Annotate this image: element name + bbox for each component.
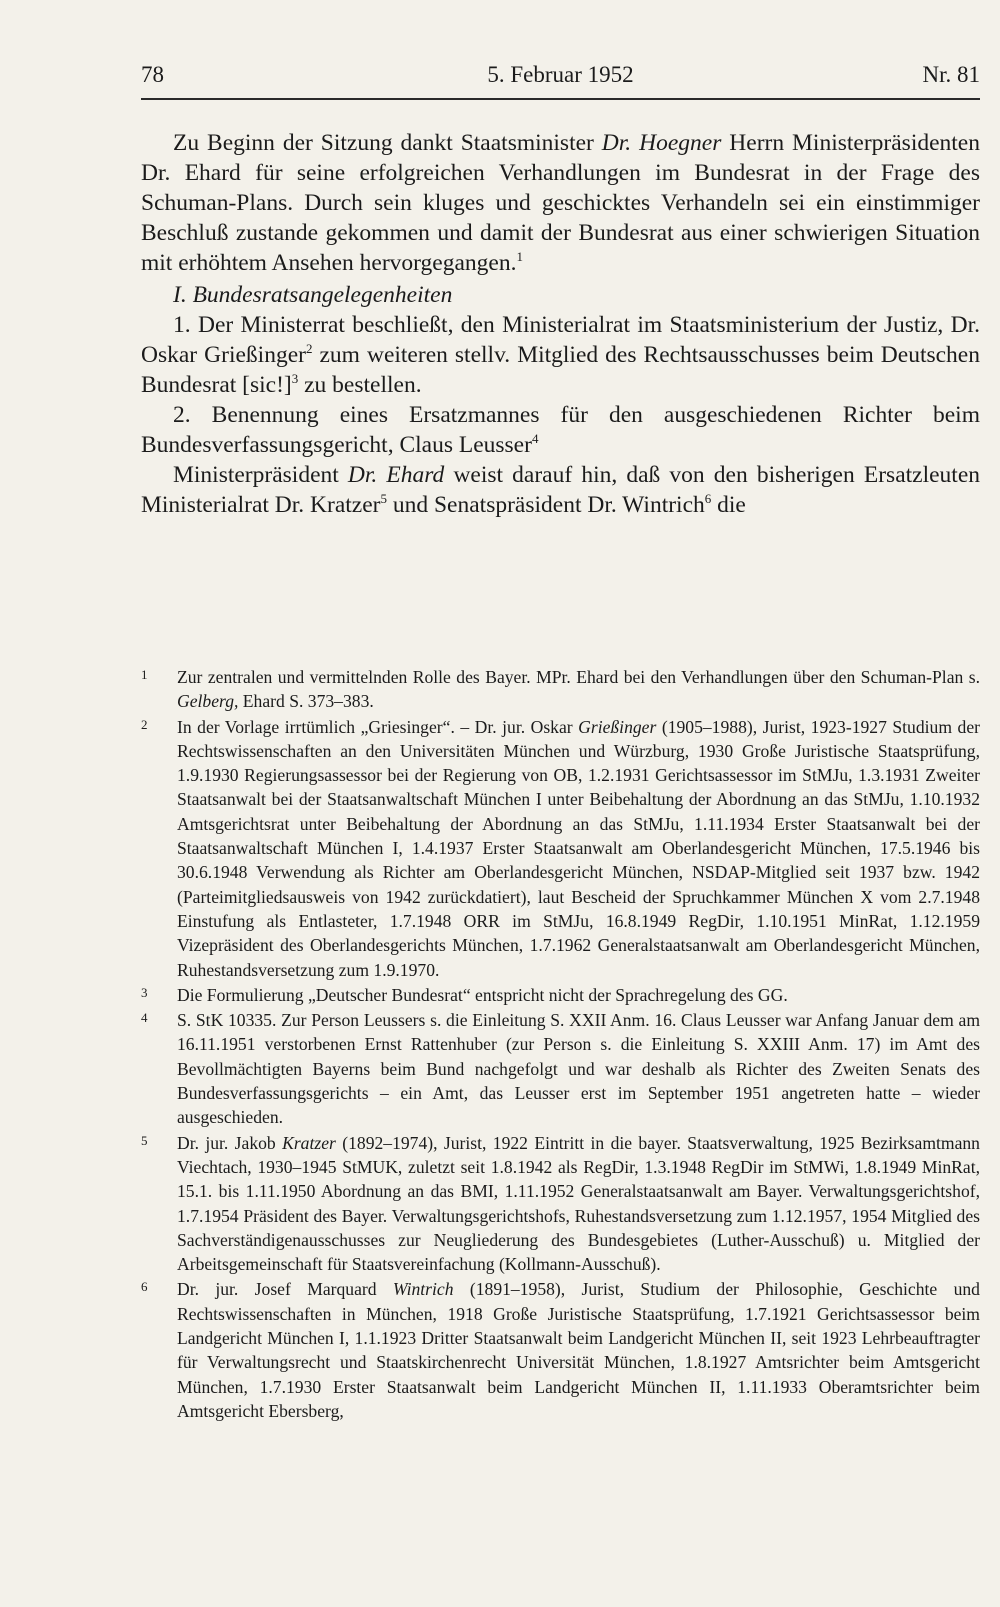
running-header: [141, 62, 980, 98]
footnote-ref[interactable]: 6: [704, 491, 712, 507]
footnote-ref[interactable]: 2: [305, 341, 313, 357]
header-rule: [141, 98, 980, 100]
header-date: 5. Februar 1952: [487, 62, 634, 87]
footnote-ref[interactable]: 3: [291, 371, 299, 387]
footnote-number: 3: [141, 984, 148, 1000]
footnote-ref[interactable]: 1: [516, 249, 523, 265]
agenda-item-2: 2. Benennung eines Ersatzmannes für den ausgeschiedenen Richter beim Bundesverfassungsgericht, Claus Leusser$^4$: [141, 402, 980, 458]
main-text: [141, 128, 980, 520]
section-heading: I. Bundesratsangelegenheiten: [173, 282, 453, 308]
footnote-number: 6: [141, 1279, 148, 1295]
agenda-item-1: 1. Der Ministerrat beschließt, den Ministerialrat im Staatsministerium der Justiz, Dr. Oskar Grießinger$^2$ zum weiteren stellv. Mitglied des Rechtsausschusses beim Deutschen Bundesrat $[sic!]^3$ zu bestellen.: [141, 312, 980, 398]
footnote: 4 S. StK 10335. Zur Person Leussers s. die Einleitung S. XXII Anm. 16. Claus Leusser war Anfang Januar dem am 16.11.1951 verstorbenen Ernst Rattenhuber (zur Person s. die Einleitung S. XXIII Anm. 17) im Amt des Bevollmächtigten Bayerns beim Bund nachgefolgt und war deshalb als Richter des Zweiten Senats des Bundesverfassungsgerichts – ein Amt, das Leusser erst im September 1951 angetreten hatte – wieder ausgeschieden.: [141, 1008, 980, 1129]
footnote-ref[interactable]: 5: [380, 491, 387, 507]
footnote-ref[interactable]: 4: [531, 431, 539, 447]
protocol-number: Nr. 81: [922, 62, 980, 87]
footnote: 1 Zur zentralen und vermittelnden Rolle des Bayer. MPr. Ehard bei den Verhandlungen über den Schuman-Plan s. Gelberg, Ehard S. 373–383.: [141, 665, 980, 714]
footnote-number: 5: [141, 1132, 148, 1148]
footnote: 5 Dr. jur. Jakob Kratzer (1892–1974), Jurist, 1922 Eintritt in die bayer. Staatsverwaltung, 1925 Bezirksamtmann Viechtach, 1930–1945 StMUK, zuletzt seit 1.8.1942 als RegDir, 1.3.1948 RegDir im StMWi, 1.8.1949 MinRat, 15.1. bis 1.11.1950 Abordnung an das BMI, 1.11.1952 Generalstaatsanwalt am Bayer. Verwaltungsgerichtshof, 1.7.1954 Präsident des Bayer. Verwaltungsgerichtshofs, Ruhestandsversetzung zum 1.12.1957, 1954 Mitglied des Sachverständigenausschusses zur Neugliederung des Bundesgebietes (Luther-Ausschuß) u. Mitglied der Arbeitsgemeinschaft für Staatsvereinfachung (Kollmann-Ausschuß).: [141, 1131, 980, 1277]
footnote-number: 2: [141, 716, 148, 732]
footnote-number: 1: [141, 667, 148, 682]
footnote: 3 Die Formulierung „Deutscher Bundesrat“ entspricht nicht der Sprachregelung des GG.: [141, 983, 980, 1007]
footnote-number: 4: [141, 1010, 148, 1026]
intro-paragraph: Zu Beginn der Sitzung dankt Staatsminister Dr. Hoegner Herrn Ministerpräsidenten Dr. Ehard für seine erfolgreichen Verhandlungen im Bundesrat in der Frage des Schuman-Plans. Durch sein kluges und geschicktes Verhandeln sei ein einstimmiger Beschluß zustande gekommen und damit der Bundesrat aus einer schwierigen Situation mit erhöhtem Ansehen hervorgegangen.$^1$: [141, 130, 980, 276]
agenda-item-2-text: Ministerpräsident Dr. Ehard weist darauf hin, daß von den bisherigen Ersatzleuten Ministerialrat Dr. Kratzer$^5$ und Senatspräsident Dr. Wintrich$^6$ die: [141, 462, 981, 518]
page-number: 78: [141, 62, 164, 87]
footnote: 2 In der Vorlage irrtümlich „Griesinger“. – Dr. jur. Oskar Grießinger (1905–1988), Jurist, 1923-1927 Studium der Rechtswissenschaften an den Universitäten München und Würzburg, 1930 Große Juristische Staatsprüfung, 1.9.1930 Regierungsassessor bei der Regierung von OB, 1.2.1931 Gerichtsassessor im StMJu, 1.3.1931 Zweiter Staatsanwalt bei der Staatsanwaltschaft München I unter Beibehaltung der Abordnung an das StMJu, 1.10.1932 Amtsgerichtsrat unter Beibehaltung der Abordnung an das StMJu, 1.11.1934 Erster Staatsanwalt bei der Staatsanwaltschaft München I, 1.4.1937 Erster Staatsanwalt am Oberlandesgericht München, 17.5.1946 bis 30.6.1948 Verwendung als Richter am Oberlandesgericht München, NSDAP-Mitglied seit 1937 bzw. 1942 (Parteimitgliedsausweis von 1942 zurückdatiert), laut Bescheid der Spruchkammer München X vom 2.7.1948 Einstufung als Entlasteter, 1.7.1948 ORR im StMJu, 16.8.1949 RegDir, 1.10.1951 MinRat, 1.12.1959 Vizepräsident des Oberlandesgerichts München, 1.7.1962 Generalstaatsanwalt am Oberlandesgericht München, Ruhestandsversetzung zum 1.9.1970.: [141, 715, 980, 982]
footnotes: [141, 665, 980, 1424]
footnote: 6 Dr. jur. Josef Marquard Wintrich (1891–1958), Jurist, Studium der Philosophie, Geschichte und Rechtswissenschaften in München, 1918 Große Juristische Staatsprüfung, 1.7.1921 Gerichtsassessor beim Landgericht München I, 1.1.1923 Dritter Staatsanwalt beim Landgericht München II, seit 1923 Lehrbeauftragter für Verwaltungsrecht und Staatskirchenrecht Universität München, 1.8.1927 Amtsrichter beim Amtsgericht München, 1.7.1930 Erster Staatsanwalt beim Landgericht München II, 1.11.1933 Oberamtsrichter beim Amtsgericht Ebersberg,: [141, 1277, 980, 1423]
